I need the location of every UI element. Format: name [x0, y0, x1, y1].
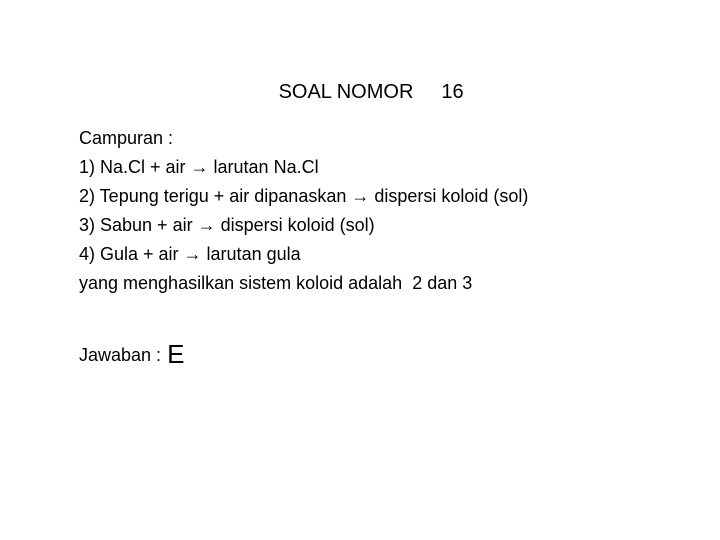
answer-line [79, 336, 184, 373]
list-item-1: 1) Na.Cl + air → larutan Na.Cl [79, 157, 319, 177]
conclusion-value: 2 dan 3 [412, 273, 473, 293]
list-item-3: 3) Sabun + air → dispersi koloid (sol) [79, 215, 375, 235]
answer-letter: E [167, 339, 185, 369]
question-number: 16 [441, 81, 464, 103]
conclusion-line [79, 269, 699, 298]
intro-text: Campuran : [79, 128, 174, 148]
list-item-2: 2) Tepung terigu + air dipanaskan → dispersi koloid (sol) [79, 186, 529, 206]
question-body [79, 124, 699, 298]
answer-label: Jawaban : [79, 345, 162, 365]
list-item-4: 4) Gula + air → larutan gula [79, 244, 301, 264]
conclusion-text: yang menghasilkan sistem koloid adalah [79, 273, 403, 293]
title-label: SOAL NOMOR [278, 81, 414, 103]
page-title [0, 56, 720, 128]
